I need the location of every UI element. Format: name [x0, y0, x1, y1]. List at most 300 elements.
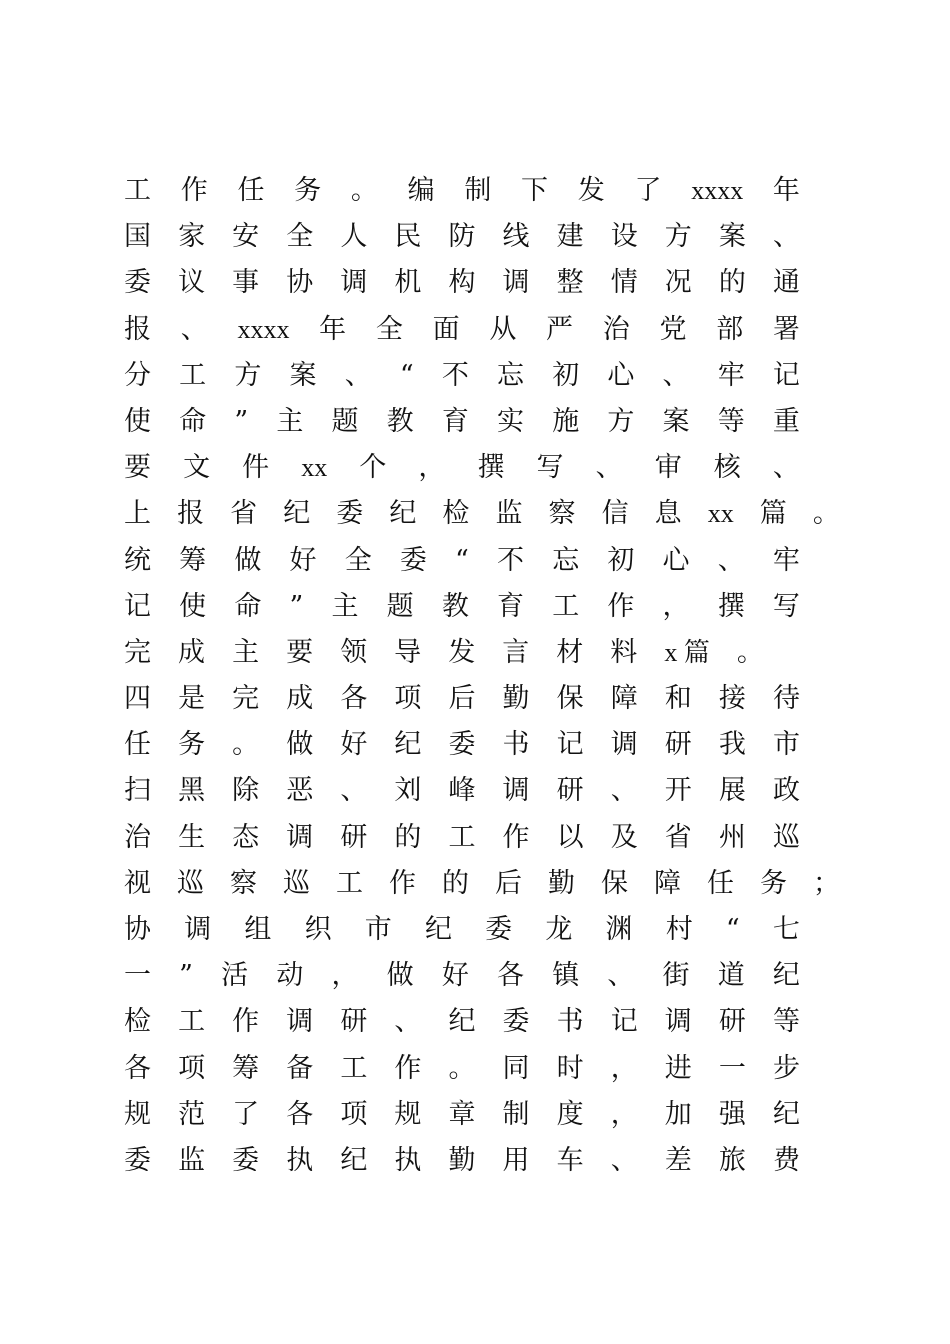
text-token: 作	[389, 867, 416, 899]
text-token: 教	[386, 405, 414, 437]
text-token: 务	[760, 867, 787, 899]
text-token: 一	[718, 1052, 746, 1084]
text-token: 构	[448, 267, 476, 299]
text-token: 监	[178, 1144, 206, 1176]
text-token: 下	[521, 175, 549, 206]
text-token: 撰	[717, 590, 745, 622]
text-token: 、	[180, 313, 208, 345]
text-line	[124, 353, 800, 399]
text-token: 规	[394, 1098, 422, 1130]
text-token: 峰	[448, 775, 476, 807]
text-token: 好	[340, 729, 368, 761]
text-token: 展	[718, 775, 746, 807]
text-token: 刘	[394, 775, 422, 807]
body-text	[124, 168, 844, 1184]
text-token: xxxx	[691, 176, 744, 205]
text-token: 建	[556, 221, 584, 253]
text-token: 治	[602, 313, 630, 345]
text-token: 后	[495, 867, 522, 899]
text-token: 纪	[772, 960, 800, 992]
text-token: 、	[772, 221, 800, 253]
text-token: 备	[286, 1052, 314, 1084]
text-token: 巡	[177, 867, 204, 899]
text-token: 纪	[394, 729, 422, 761]
text-token: 时	[556, 1052, 584, 1084]
text-token: 、	[595, 452, 623, 484]
text-token: 街	[662, 960, 690, 992]
text-token: 、	[607, 960, 635, 992]
text-token: 况	[664, 267, 692, 299]
text-token: 研	[340, 821, 368, 853]
text-token: 勤	[448, 1144, 476, 1176]
text-token: 障	[654, 867, 681, 899]
text-token: 及	[610, 821, 638, 853]
text-token: ，	[662, 590, 690, 622]
text-token: 扫	[124, 775, 151, 807]
text-token: 研	[340, 1006, 368, 1038]
text-token: xx	[707, 499, 734, 529]
text-token: xx	[301, 453, 328, 483]
text-token: 各	[340, 683, 368, 715]
text-token: 忘	[497, 359, 525, 391]
text-token: 好	[289, 544, 317, 576]
text-token: 研	[556, 775, 584, 807]
text-token: 党	[659, 313, 687, 345]
text-token: 文	[183, 452, 211, 484]
text-token: 章	[448, 1098, 476, 1130]
text-line	[124, 538, 800, 584]
text-token: 道	[717, 960, 745, 992]
text-token: 主	[276, 405, 304, 437]
text-token: 、	[717, 544, 745, 576]
text-token: 察	[230, 867, 257, 899]
text-token: 七	[772, 914, 800, 945]
text-token: 度	[556, 1098, 584, 1130]
text-token: 初	[607, 544, 635, 576]
text-token: 调	[286, 1006, 314, 1038]
text-token: 障	[610, 683, 638, 715]
text-token: 整	[556, 267, 584, 299]
text-token: 研	[664, 729, 692, 761]
text-token: 车	[556, 1144, 584, 1176]
text-token: 调	[502, 775, 530, 807]
text-token: 强	[718, 1098, 746, 1130]
text-token: 范	[178, 1098, 206, 1130]
text-token: 渊	[605, 914, 633, 945]
text-token: 、	[340, 775, 368, 807]
text-token: 工	[552, 590, 580, 622]
text-token: 教	[441, 590, 469, 622]
text-token: 进	[664, 1052, 692, 1084]
text-token: ；	[813, 867, 840, 899]
text-token: 件	[242, 452, 270, 484]
text-token: 组	[244, 914, 272, 945]
text-token: 报	[124, 313, 151, 345]
text-token: 、	[772, 452, 800, 484]
text-token: 纪	[772, 1098, 800, 1130]
text-token: 工	[178, 1006, 206, 1038]
text-token: 镇	[552, 960, 580, 992]
text-token: 动	[276, 960, 304, 992]
text-token: 待	[772, 683, 800, 715]
text-token: 纪	[283, 498, 311, 530]
text-token: 做	[286, 729, 314, 761]
text-token: 核	[713, 452, 741, 484]
text-line	[124, 399, 800, 445]
text-token: 面	[432, 313, 460, 345]
text-token: 制	[502, 1098, 530, 1130]
text-token: 察	[548, 498, 576, 530]
text-token: 龙	[545, 914, 573, 945]
text-token: ，	[610, 1098, 638, 1130]
text-token: 纪	[424, 914, 452, 945]
text-token: 工	[340, 1052, 368, 1084]
text-token: 作	[394, 1052, 422, 1084]
text-token: 后	[448, 683, 476, 715]
text-token: 统	[124, 544, 151, 576]
text-token: 成	[286, 683, 314, 715]
text-token: 项	[394, 683, 422, 715]
text-token: 发	[577, 175, 605, 206]
text-token: 言	[502, 636, 530, 668]
text-token: 做	[386, 960, 414, 992]
text-token: 不	[497, 544, 525, 576]
text-token: ”	[179, 960, 193, 992]
text-line	[124, 168, 800, 214]
text-token: 要	[286, 636, 314, 668]
text-token: 分	[124, 359, 151, 391]
text-token: 上	[124, 498, 151, 530]
text-token: 委	[124, 267, 151, 299]
text-token: 和	[664, 683, 692, 715]
text-token: 。	[448, 1052, 476, 1084]
text-token: 方	[607, 405, 635, 437]
text-token: 记	[556, 729, 584, 761]
text-line	[124, 999, 800, 1045]
text-line	[124, 907, 800, 953]
text-token: 以	[556, 821, 584, 853]
text-token: 年	[772, 175, 800, 206]
text-line	[124, 214, 800, 260]
text-token: 委	[502, 1006, 530, 1038]
text-token: 实	[497, 405, 525, 437]
text-token: 议	[178, 267, 206, 299]
text-token: 从	[489, 313, 517, 345]
text-token: 务	[294, 175, 322, 206]
text-token: 案	[662, 405, 690, 437]
text-token: 市	[364, 914, 392, 945]
text-token: 部	[716, 313, 744, 345]
text-token: 案	[289, 359, 317, 391]
text-line	[124, 1046, 800, 1092]
text-token: 纪	[340, 1144, 368, 1176]
text-token: 委	[336, 498, 364, 530]
text-token: 不	[441, 359, 469, 391]
text-token: 纪	[389, 498, 417, 530]
text-token: 筹	[179, 544, 207, 576]
text-line	[124, 630, 764, 676]
text-token: 州	[718, 821, 746, 853]
text-token: 审	[654, 452, 682, 484]
text-token: 线	[502, 221, 530, 253]
text-token: 了	[634, 175, 662, 206]
text-token: 、	[344, 359, 372, 391]
text-token: 工	[448, 821, 476, 853]
text-line	[124, 861, 840, 907]
text-line	[124, 491, 840, 537]
text-token: 我	[718, 729, 746, 761]
text-token: 工	[336, 867, 363, 899]
text-token: 署	[772, 313, 800, 345]
text-token: 要	[124, 452, 151, 484]
text-token: 牢	[717, 359, 745, 391]
text-token: 全	[375, 313, 403, 345]
text-token: 村	[665, 914, 693, 945]
text-token: 任	[707, 867, 734, 899]
text-token: x 篇	[664, 637, 710, 667]
text-token: 活	[221, 960, 249, 992]
text-token: 用	[502, 1144, 530, 1176]
text-token: 作	[180, 175, 208, 206]
text-token: 完	[232, 683, 260, 715]
text-token: 务	[178, 729, 206, 761]
text-token: 开	[664, 775, 692, 807]
text-token: 检	[442, 498, 470, 530]
text-token: 接	[718, 683, 746, 715]
text-token: 题	[386, 590, 414, 622]
text-token: 市	[772, 729, 800, 761]
text-token: 安	[232, 221, 260, 253]
text-token: 施	[552, 405, 580, 437]
text-line	[124, 307, 800, 353]
text-token: 生	[178, 821, 206, 853]
text-token: 通	[772, 267, 800, 299]
text-line	[124, 676, 800, 722]
text-token: 恶	[286, 775, 314, 807]
text-token: 命	[179, 405, 207, 437]
text-token: 规	[124, 1098, 151, 1130]
text-token: 国	[124, 221, 151, 253]
text-token: 、	[662, 359, 690, 391]
text-token: “	[399, 359, 414, 391]
text-token: 领	[340, 636, 368, 668]
text-token: 巡	[772, 821, 800, 853]
text-token: 民	[394, 221, 422, 253]
text-token: 差	[664, 1144, 692, 1176]
text-line	[124, 768, 800, 814]
text-token: 是	[178, 683, 206, 715]
text-token: 育	[497, 590, 525, 622]
text-line	[124, 1138, 800, 1184]
text-token: 的	[394, 821, 422, 853]
text-token: 。	[350, 175, 378, 206]
text-token: 篇	[759, 498, 787, 530]
text-token: “	[455, 544, 469, 576]
text-line	[124, 445, 800, 491]
text-token: 项	[178, 1052, 206, 1084]
text-token: 黑	[178, 775, 206, 807]
text-token: 调	[610, 729, 638, 761]
text-token: 防	[448, 221, 476, 253]
text-token: 除	[232, 775, 260, 807]
text-token: 做	[234, 544, 262, 576]
text-token: 协	[124, 914, 151, 945]
text-token: 写	[772, 590, 800, 622]
text-line	[124, 1092, 800, 1138]
text-token: 政	[772, 775, 800, 807]
text-token: 书	[556, 1006, 584, 1038]
text-token: 委	[124, 1144, 151, 1176]
text-token: 作	[502, 821, 530, 853]
text-token: 机	[394, 267, 422, 299]
text-token: 委	[232, 1144, 260, 1176]
text-token: 工	[179, 359, 207, 391]
text-line	[124, 722, 800, 768]
text-token: 各	[497, 960, 525, 992]
text-token: 育	[441, 405, 469, 437]
text-token: 勤	[502, 683, 530, 715]
text-token: 调	[286, 821, 314, 853]
text-token: 个	[359, 452, 387, 484]
text-token: 研	[718, 1006, 746, 1038]
text-token: 视	[124, 867, 151, 899]
text-token: 人	[340, 221, 368, 253]
text-token: 任	[124, 729, 151, 761]
text-token: 协	[286, 267, 314, 299]
text-token: 写	[536, 452, 564, 484]
text-token: 保	[601, 867, 628, 899]
text-token: 的	[718, 267, 746, 299]
text-token: 方	[234, 359, 262, 391]
text-token: 态	[232, 821, 260, 853]
text-token: 主	[232, 636, 260, 668]
text-token: 重	[772, 405, 800, 437]
text-token: 执	[286, 1144, 314, 1176]
text-token: 年	[319, 313, 347, 345]
text-token: 、	[610, 1144, 638, 1176]
text-token: 主	[331, 590, 359, 622]
text-line	[124, 953, 800, 999]
text-token: 严	[546, 313, 574, 345]
text-token: 记	[772, 359, 800, 391]
text-token: 项	[340, 1098, 368, 1130]
text-token: 家	[178, 221, 206, 253]
text-token: 方	[664, 221, 692, 253]
text-token: 委	[485, 914, 513, 945]
text-token: 工	[124, 175, 151, 206]
text-token: 调	[502, 267, 530, 299]
text-token: 全	[344, 544, 372, 576]
text-token: 料	[610, 636, 638, 668]
text-token: 保	[556, 683, 584, 715]
text-token: 。	[232, 729, 260, 761]
text-token: 调	[664, 1006, 692, 1038]
text-token: 初	[552, 359, 580, 391]
text-token: 撰	[477, 452, 505, 484]
text-token: ，	[610, 1052, 638, 1084]
text-line	[124, 815, 800, 861]
text-token: 治	[124, 821, 151, 853]
text-token: 好	[441, 960, 469, 992]
text-token: 题	[331, 405, 359, 437]
text-token: 监	[495, 498, 523, 530]
text-token: 委	[399, 544, 427, 576]
text-token: 任	[237, 175, 265, 206]
text-token: 制	[464, 175, 492, 206]
text-token: 织	[304, 914, 332, 945]
text-token: 成	[178, 636, 206, 668]
text-token: 的	[442, 867, 469, 899]
text-token: 加	[664, 1098, 692, 1130]
text-token: 旅	[718, 1144, 746, 1176]
text-token: 作	[607, 590, 635, 622]
text-token: 心	[607, 359, 635, 391]
text-token: 调	[340, 267, 368, 299]
text-token: 省	[664, 821, 692, 853]
text-token: 事	[232, 267, 260, 299]
text-token: ，	[418, 452, 446, 484]
text-token: 报	[177, 498, 205, 530]
text-token: 等	[717, 405, 745, 437]
text-token: 委	[448, 729, 476, 761]
text-token: ”	[289, 590, 304, 622]
text-token: 完	[124, 636, 151, 668]
text-token: 检	[124, 1006, 151, 1038]
text-token: 忘	[552, 544, 580, 576]
text-token: 牢	[772, 544, 800, 576]
text-token: 。	[736, 636, 764, 668]
text-token: 步	[772, 1052, 800, 1084]
text-token: 案	[718, 221, 746, 253]
text-token: 各	[286, 1098, 314, 1130]
text-token: xxxx	[237, 314, 290, 344]
text-token: 勤	[548, 867, 575, 899]
text-token: 设	[610, 221, 638, 253]
text-token: 记	[610, 1006, 638, 1038]
text-token: “	[725, 914, 740, 945]
text-token: 等	[772, 1006, 800, 1038]
text-token: 全	[286, 221, 314, 253]
text-token: 编	[407, 175, 435, 206]
text-token: 情	[610, 267, 638, 299]
text-token: 作	[232, 1006, 260, 1038]
text-token: 信	[601, 498, 629, 530]
text-token: 省	[230, 498, 258, 530]
text-token: 心	[662, 544, 690, 576]
text-token: 、	[610, 775, 638, 807]
text-token: 了	[232, 1098, 260, 1130]
text-token: 发	[448, 636, 476, 668]
text-token: 一	[124, 960, 151, 992]
text-token: 材	[556, 636, 584, 668]
text-token: 使	[124, 405, 151, 437]
text-line	[124, 260, 800, 306]
text-token: 巡	[283, 867, 310, 899]
text-token: 四	[124, 683, 151, 715]
text-token: 使	[179, 590, 207, 622]
text-token: 费	[772, 1144, 800, 1176]
text-token: ”	[234, 405, 249, 437]
text-token: 、	[394, 1006, 422, 1038]
text-token: ，	[331, 960, 359, 992]
text-token: 筹	[232, 1052, 260, 1084]
text-token: 导	[394, 636, 422, 668]
text-token: 同	[502, 1052, 530, 1084]
text-token: 调	[184, 914, 212, 945]
text-token: 各	[124, 1052, 151, 1084]
text-token: 息	[654, 498, 682, 530]
text-token: 记	[124, 590, 151, 622]
